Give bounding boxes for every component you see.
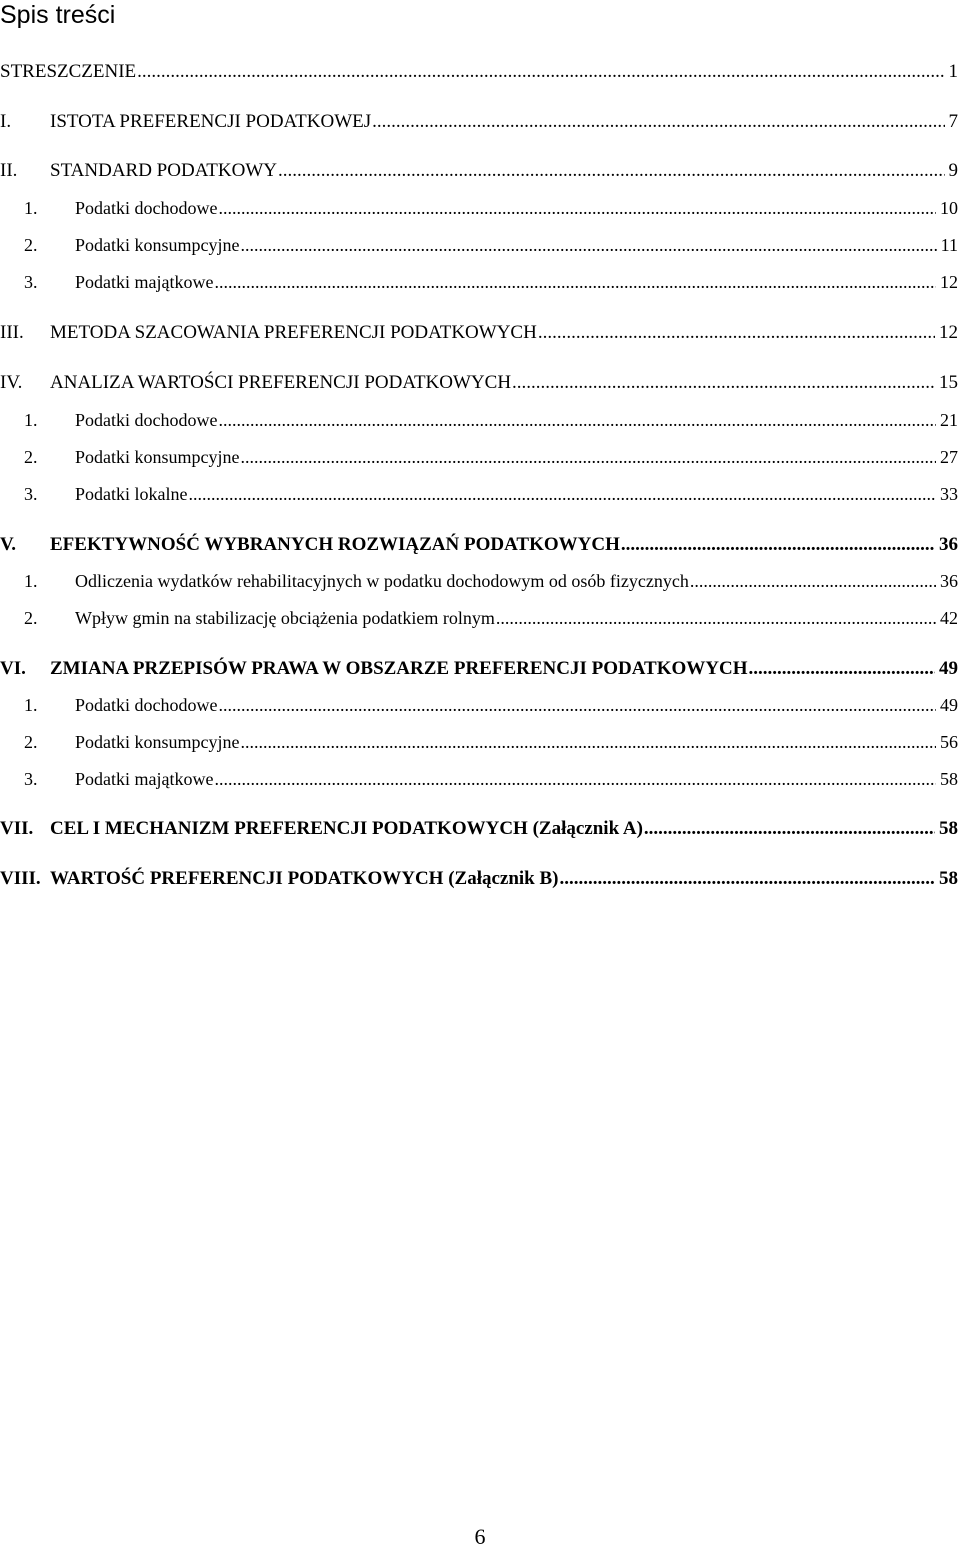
toc-entry-zmiana[interactable]: [0, 658, 960, 682]
toc-entry-number: VI.: [0, 658, 26, 679]
toc-leader-dots: [372, 111, 944, 133]
toc-entry-number: 1.: [24, 571, 38, 591]
toc-entry-text: ZMIANA PRZEPISÓW PRAWA W OBSZARZE PREFERENCJI PODATKOWYCH: [50, 658, 748, 679]
toc-entry-sub[interactable]: [0, 272, 960, 296]
toc-entry-page: 36: [940, 571, 958, 591]
toc-entry-page: 49: [939, 658, 958, 679]
toc-entry-text: METODA SZACOWANIA PREFERENCJI PODATKOWYCH: [50, 322, 537, 343]
toc-entry-number: VIII.: [0, 868, 41, 889]
toc-entry-page: 42: [940, 608, 958, 628]
toc-leader-dots: [218, 198, 936, 219]
page-title: Spis treści: [0, 1, 116, 29]
toc-entry-number: 3.: [24, 272, 38, 292]
toc-entry-page: 7: [948, 111, 958, 132]
toc-entry-istota[interactable]: [0, 111, 960, 135]
toc-entry-number: II.: [0, 160, 18, 181]
toc-entry-number: VII.: [0, 818, 34, 839]
toc-entry-text: Podatki dochodowe: [75, 198, 218, 218]
toc-entry-sub[interactable]: [0, 695, 960, 719]
toc-entry-efektywnosc[interactable]: [0, 534, 960, 558]
toc-entry-sub[interactable]: [0, 198, 960, 222]
toc-leader-dots: [538, 322, 935, 344]
toc-leader-dots: [241, 235, 937, 256]
toc-entry-text: Podatki lokalne: [75, 484, 188, 504]
toc-leader-dots: [137, 61, 944, 83]
toc-entry-number: 3.: [24, 484, 38, 504]
toc-entry-text: Podatki konsumpcyjne: [75, 732, 240, 752]
toc-entry-sub[interactable]: [0, 608, 960, 632]
toc-entry-text: STRESZCZENIE: [0, 61, 137, 82]
toc-entry-page: 36: [939, 534, 958, 555]
toc-leader-dots: [512, 372, 935, 394]
toc-entry-number: 1.: [24, 410, 38, 430]
toc-leader-dots: [241, 732, 937, 753]
toc-entry-page: 21: [940, 410, 958, 430]
toc-entry-text: ANALIZA WARTOŚCI PREFERENCJI PODATKOWYCH: [50, 372, 512, 393]
toc-leader-dots: [748, 658, 935, 680]
toc-leader-dots: [278, 160, 944, 182]
toc-entry-page: 1: [948, 61, 958, 82]
toc-leader-dots: [214, 769, 936, 790]
toc-entry-page: 12: [940, 272, 958, 292]
toc-leader-dots: [218, 410, 936, 431]
toc-entry-page: 11: [940, 235, 958, 255]
toc-entry-number: 2.: [24, 235, 38, 255]
toc-entry-text: ISTOTA PREFERENCJI PODATKOWEJ: [50, 111, 372, 132]
toc-entry-analiza[interactable]: [0, 372, 960, 396]
toc-entry-page: 27: [940, 447, 958, 467]
toc-entry-page: 10: [940, 198, 958, 218]
toc-leader-dots: [560, 868, 935, 890]
toc-leader-dots: [496, 608, 936, 629]
toc-entry-page: 58: [940, 769, 958, 789]
toc-leader-dots: [188, 484, 936, 505]
toc-entry-text: Podatki dochodowe: [75, 410, 218, 430]
toc-entry-number: 2.: [24, 447, 38, 467]
toc-entry-number: 3.: [24, 769, 38, 789]
toc-entry-number: III.: [0, 322, 24, 343]
toc-entry-text: EFEKTYWNOŚĆ WYBRANYCH ROZWIĄZAŃ PODATKOWYCH: [50, 534, 620, 555]
toc-leader-dots: [644, 818, 935, 840]
toc-entry-sub[interactable]: [0, 235, 960, 259]
toc-entry-text: Podatki majątkowe: [75, 272, 214, 292]
toc-entry-sub[interactable]: [0, 571, 960, 595]
toc-entry-sub[interactable]: [0, 769, 960, 793]
toc-entry-page: 12: [939, 322, 958, 343]
toc-entry-page: 15: [939, 372, 958, 393]
toc-entry-number: 2.: [24, 608, 38, 628]
toc-leader-dots: [621, 534, 935, 556]
toc-entry-wartosc[interactable]: [0, 868, 960, 892]
toc-entry-sub[interactable]: [0, 447, 960, 471]
toc-entry-page: 58: [939, 818, 958, 839]
page-number: 6: [474, 1524, 486, 1549]
toc-entry-standard[interactable]: [0, 160, 960, 184]
toc-entry-text: WARTOŚĆ PREFERENCJI PODATKOWYCH (Załącznik B): [50, 868, 559, 889]
toc-entry-sub[interactable]: [0, 732, 960, 756]
toc-entry-sub[interactable]: [0, 410, 960, 434]
toc-entry-page: 58: [939, 868, 958, 889]
toc-entry-page: 56: [940, 732, 958, 752]
toc-entry-streszczenie[interactable]: [0, 61, 960, 85]
toc-entry-number: 2.: [24, 732, 38, 752]
toc-entry-page: 9: [948, 160, 958, 181]
toc-entry-number: 1.: [24, 198, 38, 218]
toc-entry-text: CEL I MECHANIZM PREFERENCJI PODATKOWYCH (Załącznik A): [50, 818, 643, 839]
toc-entry-page: 49: [940, 695, 958, 715]
toc-entry-text: Podatki majątkowe: [75, 769, 214, 789]
toc-entry-text: Odliczenia wydatków rehabilitacyjnych w podatku dochodowym od osób fizycznych: [75, 571, 689, 591]
toc-entry-page: 33: [940, 484, 958, 504]
toc-entry-number: I.: [0, 111, 12, 132]
toc-entry-text: Podatki dochodowe: [75, 695, 218, 715]
toc-entry-cel[interactable]: [0, 818, 960, 842]
toc-entry-sub[interactable]: [0, 484, 960, 508]
toc-leader-dots: [241, 447, 937, 468]
toc-entry-number: IV.: [0, 372, 23, 393]
toc-entry-text: Wpływ gmin na stabilizację obciążenia podatkiem rolnym: [75, 608, 495, 628]
toc-entry-number: V.: [0, 534, 17, 555]
toc-entry-number: 1.: [24, 695, 38, 715]
toc-entry-text: Podatki konsumpcyjne: [75, 447, 240, 467]
toc-leader-dots: [218, 695, 936, 716]
toc-leader-dots: [214, 272, 936, 293]
toc-entry-text: Podatki konsumpcyjne: [75, 235, 240, 255]
toc-leader-dots: [690, 571, 936, 592]
toc-entry-text: STANDARD PODATKOWY: [50, 160, 278, 181]
toc-entry-metoda[interactable]: [0, 322, 960, 346]
